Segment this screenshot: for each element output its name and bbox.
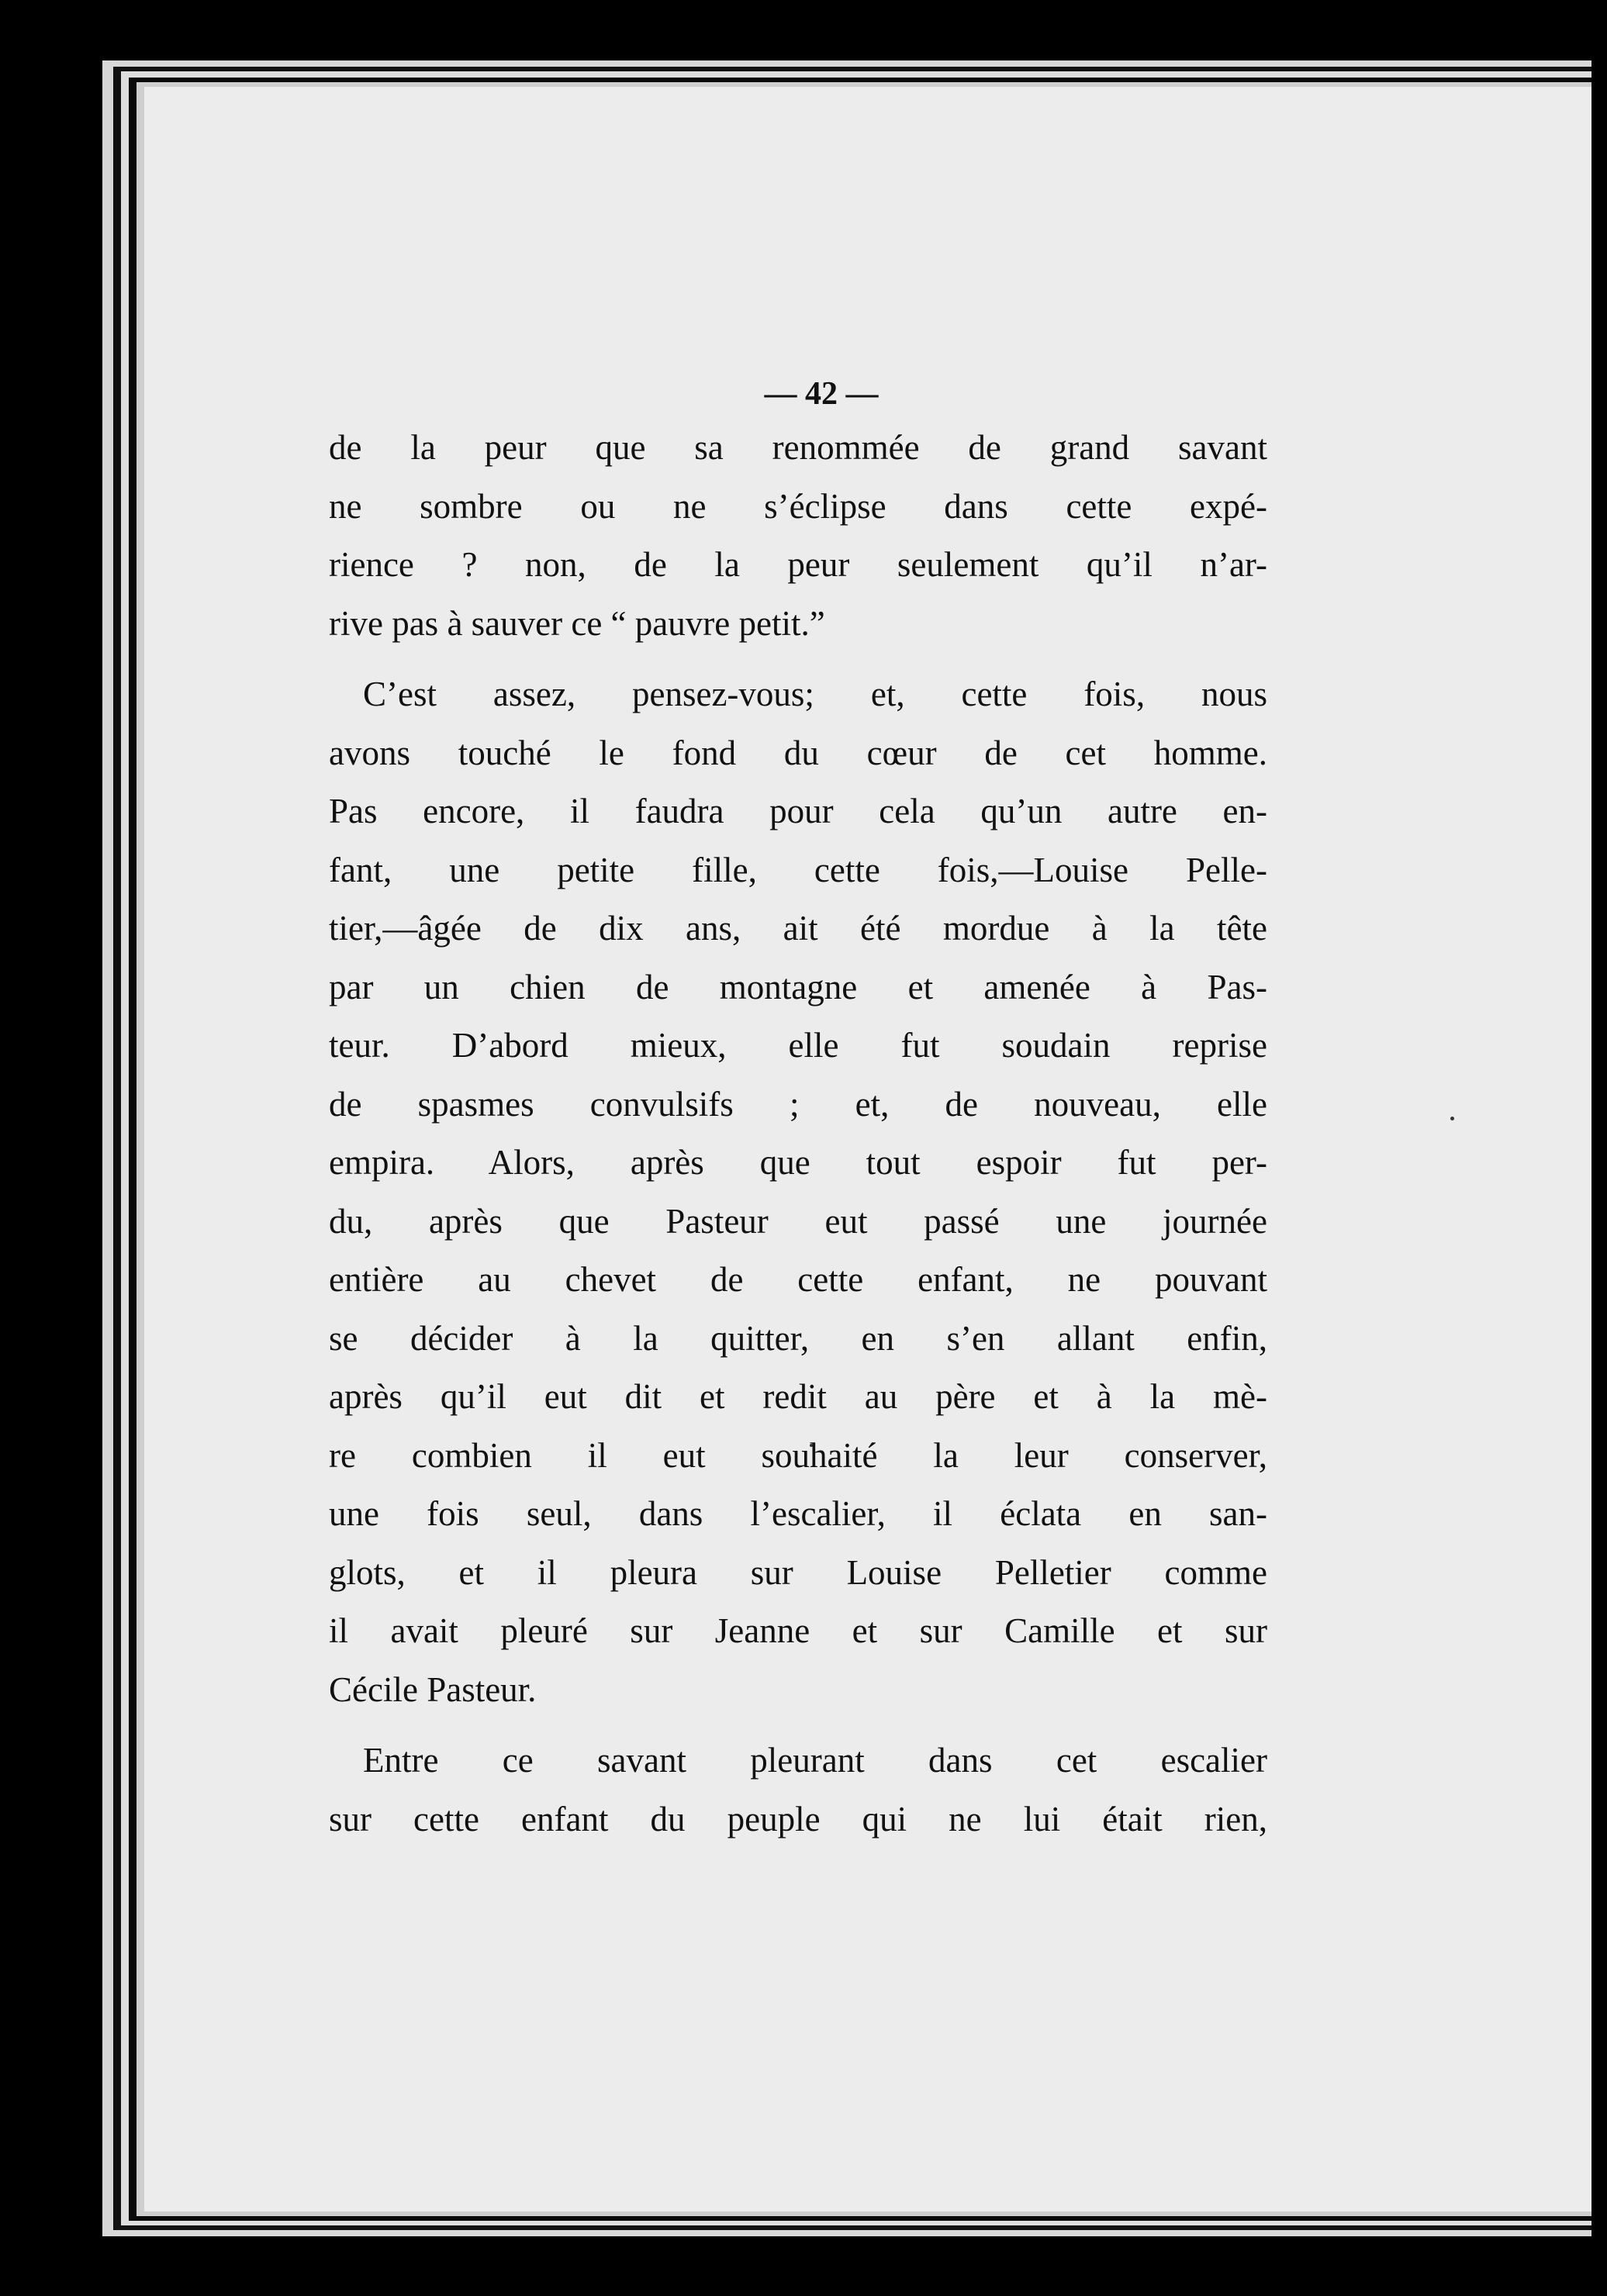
text-line: ne sombre ou ne s’éclipse dans cette expé- <box>329 486 1267 526</box>
text-line: re combien il eut souhaité la leur conserver, <box>329 1435 1267 1475</box>
dust-speck <box>1450 1117 1454 1120</box>
text-line: sur cette enfant du peuple qui ne lui était rien, <box>329 1799 1267 1839</box>
text-line: se décider à la quitter, en s’en allant enfin, <box>329 1318 1267 1358</box>
page-text <box>329 371 1267 1849</box>
text-line: glots, et il pleura sur Louise Pelletier comme <box>329 1552 1267 1592</box>
text-line: une fois seul, dans l’escalier, il éclata en san- <box>329 1494 1267 1533</box>
text-line: empira. Alors, après que tout espoir fut per- <box>329 1143 1267 1182</box>
text-line: rience ? non, de la peur seulement qu’il n’ar- <box>329 545 1267 584</box>
text-line: entière au chevet de cette enfant, ne pouvant <box>329 1260 1267 1299</box>
text-line: teur. D’abord mieux, elle fut soudain reprise <box>329 1026 1267 1065</box>
text-line: tier,—âgée de dix ans, ait été mordue à la tête <box>329 909 1267 948</box>
text-line: avons touché le fond du cœur de cet homme. <box>329 733 1267 772</box>
page-number: — 42 — <box>764 376 879 412</box>
text-line: après qu’il eut dit et redit au père et à la mè- <box>329 1377 1267 1416</box>
text-line: C’est assez, pensez-vous; et, cette fois, nous <box>363 675 1267 713</box>
text-line: de spasmes convulsifs ; et, de nouveau, elle <box>329 1084 1267 1124</box>
text-line: du, après que Pasteur eut passé une journée <box>329 1201 1267 1241</box>
paragraph-1 <box>329 419 1267 653</box>
text-line: Cécile Pasteur. <box>329 1669 537 1709</box>
text-line: il avait pleuré sur Jeanne et sur Camille et sur <box>329 1611 1267 1650</box>
text-line: Pas encore, il faudra pour cela qu’un autre en- <box>329 792 1267 830</box>
text-line: par un chien de montagne et amenée à Pas- <box>329 967 1267 1006</box>
text-line: fant, une petite fille, cette fois,—Louise Pelle- <box>329 850 1267 889</box>
text-line: Entre ce savant pleurant dans cet escalier <box>363 1741 1267 1780</box>
text-line: de la peur que sa renommée de grand savant <box>329 428 1267 467</box>
text-line: rive pas à sauver ce “ pauvre petit.” <box>329 603 825 643</box>
paragraph-2 <box>329 665 1267 1719</box>
paragraph-3 <box>329 1731 1267 1849</box>
